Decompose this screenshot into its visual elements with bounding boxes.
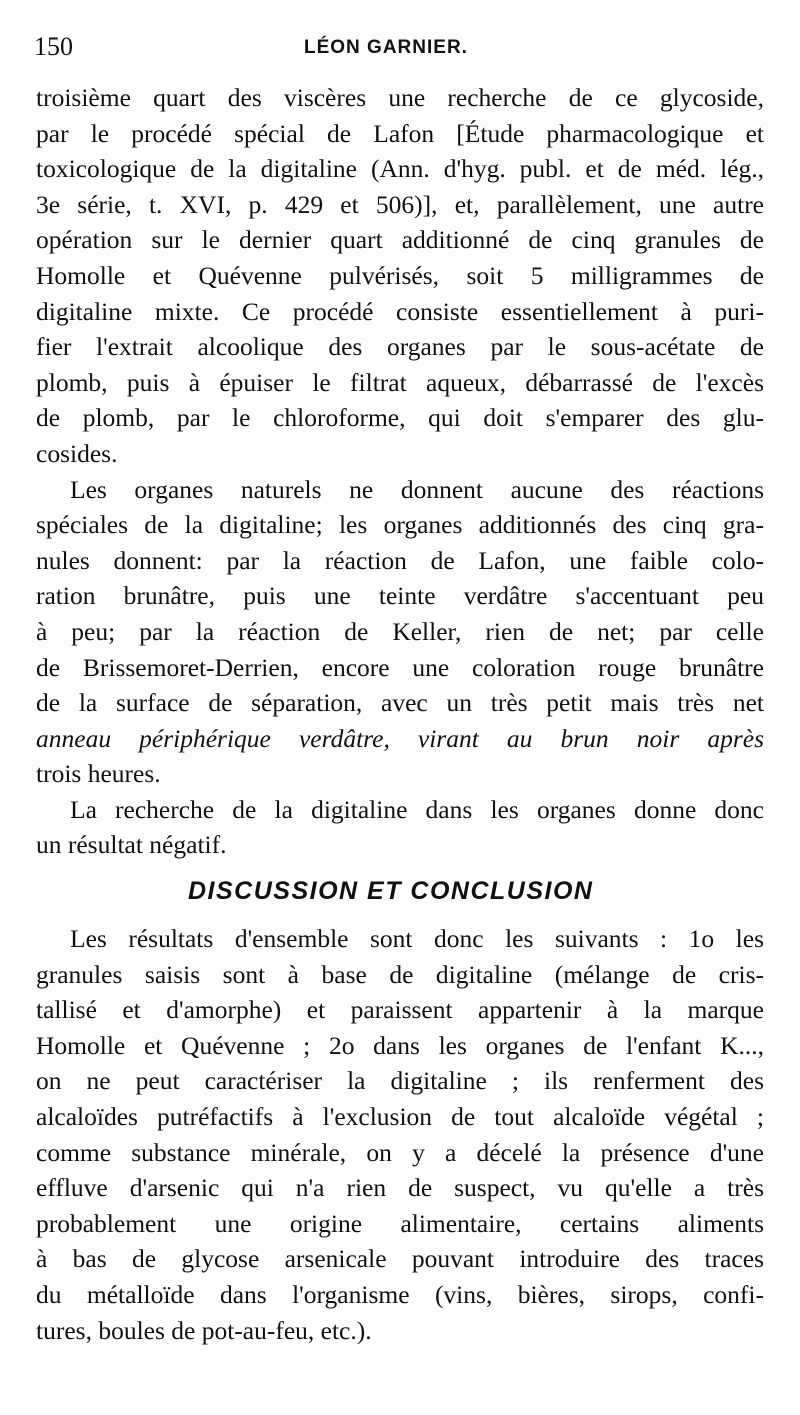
section-heading: DISCUSSION ET CONCLUSION xyxy=(188,877,594,906)
text-line: La recherche de la digitaline dans les organes donne donc xyxy=(70,794,764,824)
text-line: de la surface de séparation, avec un très petit mais très net xyxy=(36,688,764,718)
text-line: un résultat négatif. xyxy=(36,830,227,860)
text-line: de plomb, par le chloroforme, qui doit s'emparer des glu- xyxy=(36,403,764,433)
text-line: on ne peut caractériser la digitaline ; ils renferment des xyxy=(36,1066,764,1096)
text-line: troisième quart des viscères une recherche de ce glycoside, xyxy=(36,83,764,112)
text-line: tallisé et d'amorphe) et paraissent appartenir à la marque xyxy=(36,995,764,1025)
text-line: 3e série, t. XVI, p. 429 et 506)], et, parallèlement, une autre xyxy=(36,189,764,219)
text-line: granules saisis sont à base de digitaline (mélange de cris- xyxy=(36,959,764,989)
text-line: Les organes naturels ne donnent aucune des réactions xyxy=(70,474,764,504)
text-line: tures, boules de pot-au-feu, etc.). xyxy=(36,1315,372,1345)
text-line: Homolle et Quévenne pulvérisés, soit 5 milligrammes de xyxy=(36,260,764,290)
text-line: du métalloïde dans l'organisme (vins, bières, sirops, confi- xyxy=(36,1280,764,1309)
text-line: Homolle et Quévenne ; 2o dans les organes de l'enfant K..., xyxy=(36,1030,764,1060)
section-heading-block xyxy=(36,863,764,921)
text-line: plomb, puis à épuiser le filtrat aqueux, débarrassé de l'excès xyxy=(36,367,764,397)
running-header xyxy=(34,32,764,62)
text-line: opération sur le dernier quart additionné de cinq granules de xyxy=(36,225,764,255)
page-number: 150 xyxy=(34,32,73,61)
text-line: trois heures. xyxy=(36,759,161,789)
text-line: par le procédé spécial de Lafon [Étude pharmacologique et xyxy=(36,118,764,148)
text-line: alcaloïdes putréfactifs à l'exclusion de tout alcaloïde végétal ; xyxy=(36,1102,764,1132)
running-title: LÉON GARNIER. xyxy=(304,37,468,58)
text-line: Les résultats d'ensemble sont donc les suivants : 1o les xyxy=(70,924,764,954)
text-line: effluve d'arsenic qui n'a rien de suspect, vu qu'elle a très xyxy=(36,1173,764,1203)
text-line: toxicologique de la digitaline (Ann. d'hyg. publ. et de méd. lég., xyxy=(36,154,764,184)
body-text xyxy=(36,80,764,1348)
paragraph-2 xyxy=(36,472,764,792)
paragraph-1 xyxy=(36,80,764,472)
text-line: spéciales de la digitaline; les organes additionnés des cinq gra- xyxy=(36,510,764,540)
text-line: digitaline mixte. Ce procédé consiste essentiellement à puri- xyxy=(36,296,764,326)
text-line: à peu; par la réaction de Keller, rien de net; par celle xyxy=(36,616,764,646)
text-line: de Brissemoret-Derrien, encore une coloration rouge brunâtre xyxy=(36,652,764,682)
text-line: cosides. xyxy=(36,438,118,468)
text-line: nules donnent: par la réaction de Lafon, une faible colo- xyxy=(36,545,764,575)
paragraph-3 xyxy=(36,792,764,863)
conclusion-paragraph xyxy=(36,921,764,1348)
text-line: à bas de glycose arsenicale pouvant introduire des traces xyxy=(36,1244,764,1274)
text-line: anneau périphérique verdâtre, virant au brun noir après xyxy=(36,723,764,753)
text-line: probablement une origine alimentaire, certains aliments xyxy=(36,1208,764,1238)
text-line: comme substance minérale, on y a décelé la présence d'une xyxy=(36,1137,764,1167)
text-line: ration brunâtre, puis une teinte verdâtre s'accentuant peu xyxy=(36,581,764,611)
text-line: fier l'extrait alcoolique des organes par le sous-acétate de xyxy=(36,332,764,362)
